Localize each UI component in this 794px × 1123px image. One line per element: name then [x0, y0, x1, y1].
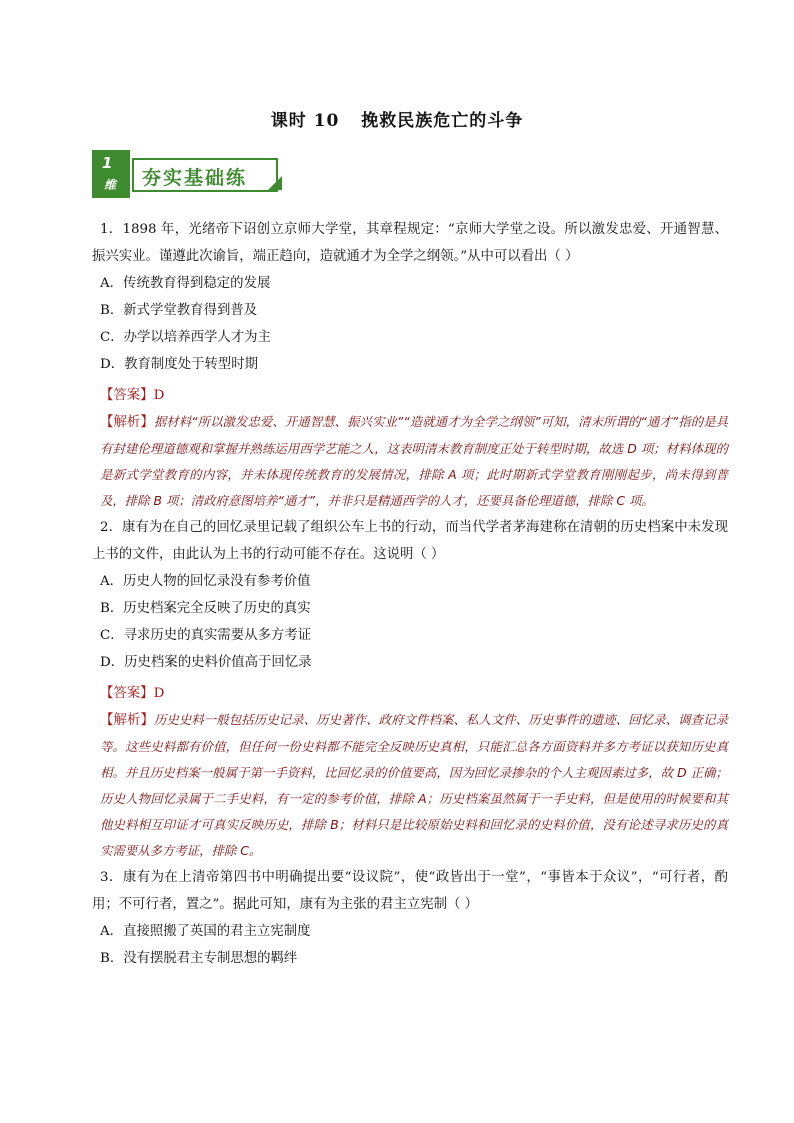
page-title — [0, 106, 794, 131]
question-2 — [92, 514, 728, 864]
level-badge — [92, 150, 130, 198]
section-title-box — [132, 158, 278, 192]
question-stem: 1．1898 年，光绪帝下诏创立京师大学堂，其章程规定：“京师大学堂之设。所以激发忠爱、开通智慧、振兴实业。谨遵此次谕旨，端正趋向，造就通才为全学之纲领。”从中可以看出（ ） — [92, 222, 728, 264]
option-d: D．教育制度处于转型时期 — [100, 357, 259, 372]
lesson-title: 挽救民族危亡的斗争 — [361, 111, 524, 131]
answer-tag: 【答案】 — [100, 388, 154, 403]
analysis-block — [92, 409, 728, 514]
analysis-text: 历史史料一般包括历史记录、历史著作、政府文件档案、私人文件、历史事件的遗迹、回忆录、调查记录等。这些史料都有价值，但任何一份史料都不能完全反映历史真相，只能汇总各方面资料并多方考证以获知历史真相。并且历史档案一般属于第一手资料，比回忆录的价值要高，因为回忆录掺杂的个人主观因素过多，故 D 正确；历史人物回忆录属于二手史料，有一定的参考价值，排除 A；历史档案虽然属于一手史料，但是使用的时候要和其他史料相互印证才可真实反映历史，排除 B；材料只是比较原始史料和回忆录的史料价值，没有论述寻求历史的真实需要从多方考证，排除 C。 — [100, 712, 729, 858]
level-label: 维 — [104, 178, 117, 192]
analysis-block — [92, 707, 728, 864]
analysis-tag: 【解析】 — [100, 415, 154, 430]
question-stem: 3．康有为在上清帝第四书中明确提出要“设议院”，使“政皆出于一堂”，“事皆本于众议”，“可行者，酌用；不可行者，置之”。据此可知，康有为主张的君主立宪制（ ） — [92, 870, 728, 912]
question-stem: 2．康有为在自己的回忆录里记载了组织公车上书的行动，而当代学者茅海建称在清朝的历史档案中未发现上书的文件，由此认为上书的行动可能不存在。这说明（ ） — [92, 520, 728, 562]
questions-content — [92, 216, 728, 972]
banner-corner-decoration — [268, 176, 282, 190]
option-b: B．历史档案完全反映了历史的真实 — [100, 601, 311, 616]
answer-line — [92, 382, 728, 409]
answer-value: D — [153, 388, 165, 403]
question-3 — [92, 864, 728, 972]
analysis-text: 据材料“所以激发忠爱、开通智慧、振兴实业”“造就通才为全学之纲领”可知，清末所谓的“通才”指的是具有封建伦理道德观和掌握并熟练运用西学艺能之人，这表明清末教育制度正处于转型时期，故选 D 项；材料体现的是新式学堂教育的内容，并未体现传统教育的发展情况，排除 A 项；此时期新式学堂教育刚刚起步，尚未得到普及，排除 B 项；清政府意图培养“通才”，并非只是精通西学的人才，还要具备伦理道德，排除 C 项。 — [100, 414, 729, 508]
section-banner — [92, 150, 288, 198]
option-b: B．新式学堂教育得到普及 — [100, 303, 258, 318]
lesson-number: 课时 10 — [270, 111, 340, 131]
question-1 — [92, 216, 728, 514]
option-a: A．历史人物的回忆录没有参考价值 — [100, 574, 311, 589]
option-b: B．没有摆脱君主专制思想的羁绊 — [100, 951, 298, 966]
answer-tag: 【答案】 — [100, 686, 154, 701]
option-d: D．历史档案的史料价值高于回忆录 — [100, 655, 312, 670]
section-title: 夯实基础练 — [142, 167, 248, 189]
option-c: C．办学以培养西学人才为主 — [100, 330, 271, 345]
option-a: A．传统教育得到稳定的发展 — [100, 276, 271, 291]
option-c: C．寻求历史的真实需要从多方考证 — [100, 628, 312, 643]
analysis-tag: 【解析】 — [100, 713, 154, 728]
answer-line — [92, 680, 728, 707]
answer-value: D — [153, 686, 165, 701]
level-number: 1 — [102, 154, 113, 172]
option-a: A．直接照搬了英国的君主立宪制度 — [100, 924, 311, 939]
